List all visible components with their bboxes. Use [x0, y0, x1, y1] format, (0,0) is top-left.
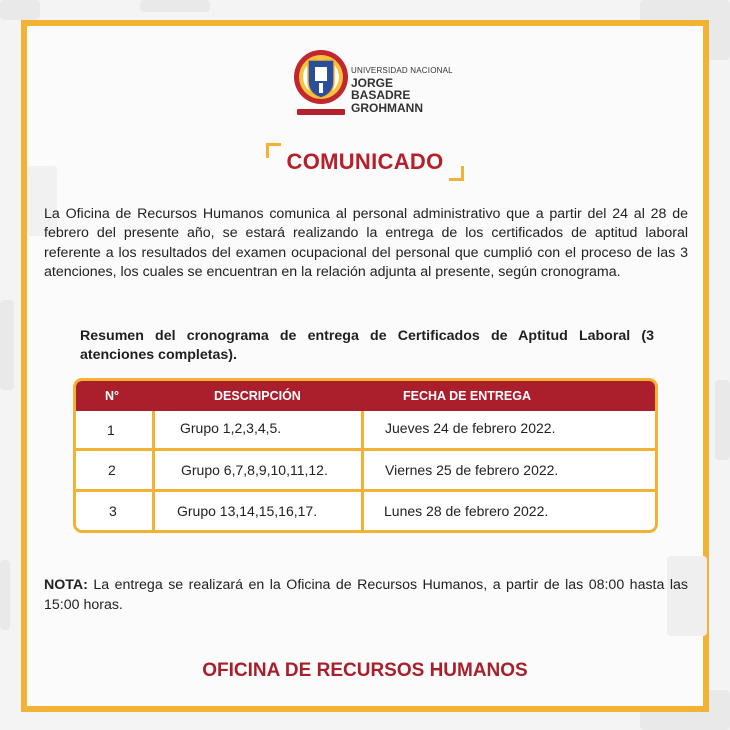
bg-square: [0, 300, 14, 390]
logo-line-1: UNIVERSIDAD NACIONAL: [351, 66, 453, 75]
note-paragraph: [44, 576, 688, 615]
university-logo: [293, 45, 453, 117]
header-date: FECHA DE ENTREGA: [403, 389, 532, 403]
schedule-table: [73, 378, 658, 533]
bg-square: [0, 560, 10, 630]
logo-line-3: GROHMANN: [351, 101, 423, 115]
note-text: La entrega se realizará en la Oficina de Recursos Humanos, a partir de las 08:00 hasta las 15:00 horas.: [44, 577, 688, 613]
row-description: Grupo 13,14,15,16,17.: [177, 503, 318, 519]
row-description: Grupo 1,2,3,4,5.: [180, 420, 282, 436]
schedule-subtitle: Resumen del cronograma de entrega de Certificados de Aptitud Laboral (3 atenciones completas).: [80, 328, 654, 363]
row-date: Viernes 25 de febrero 2022.: [385, 462, 559, 478]
intro-paragraph: La Oficina de Recursos Humanos comunica al personal administrativo que a partir del 24 al 28 de febrero del presente año, se estará realizando la entrega de los certificados de aptitud laboral referente a los resultados del examen ocupacional del personal que cumplió con el proceso de las 3 atenciones, los cuales se encuentran en la relación adjunta al presente, según cronograma.: [44, 206, 688, 281]
row-date: Lunes 28 de febrero 2022.: [384, 503, 549, 519]
note-label: NOTA:: [44, 577, 88, 593]
header-description: DESCRIPCIÓN: [214, 389, 301, 403]
row-date: Jueves 24 de febrero 2022.: [385, 420, 556, 436]
row-number: 3: [109, 503, 117, 519]
row-description: Grupo 6,7,8,9,10,11,12.: [181, 462, 328, 478]
logo-line-2: JORGE BASADRE: [351, 76, 411, 102]
university-shield-icon: [293, 45, 349, 117]
header-number: N°: [105, 389, 120, 403]
column-divider: [361, 411, 364, 530]
bg-square: [715, 380, 730, 460]
bg-square: [140, 0, 210, 12]
row-number: 1: [107, 422, 115, 438]
column-divider: [152, 411, 155, 530]
office-signature: OFICINA DE RECURSOS HUMANOS: [202, 660, 528, 681]
table-header: [76, 381, 655, 411]
bg-square: [0, 0, 40, 20]
page-title: COMUNICADO: [286, 149, 444, 174]
title-block: [266, 143, 464, 181]
row-divider: [76, 448, 655, 451]
row-divider: [76, 489, 655, 492]
logo-text: [351, 67, 453, 114]
row-number: 2: [108, 462, 116, 478]
